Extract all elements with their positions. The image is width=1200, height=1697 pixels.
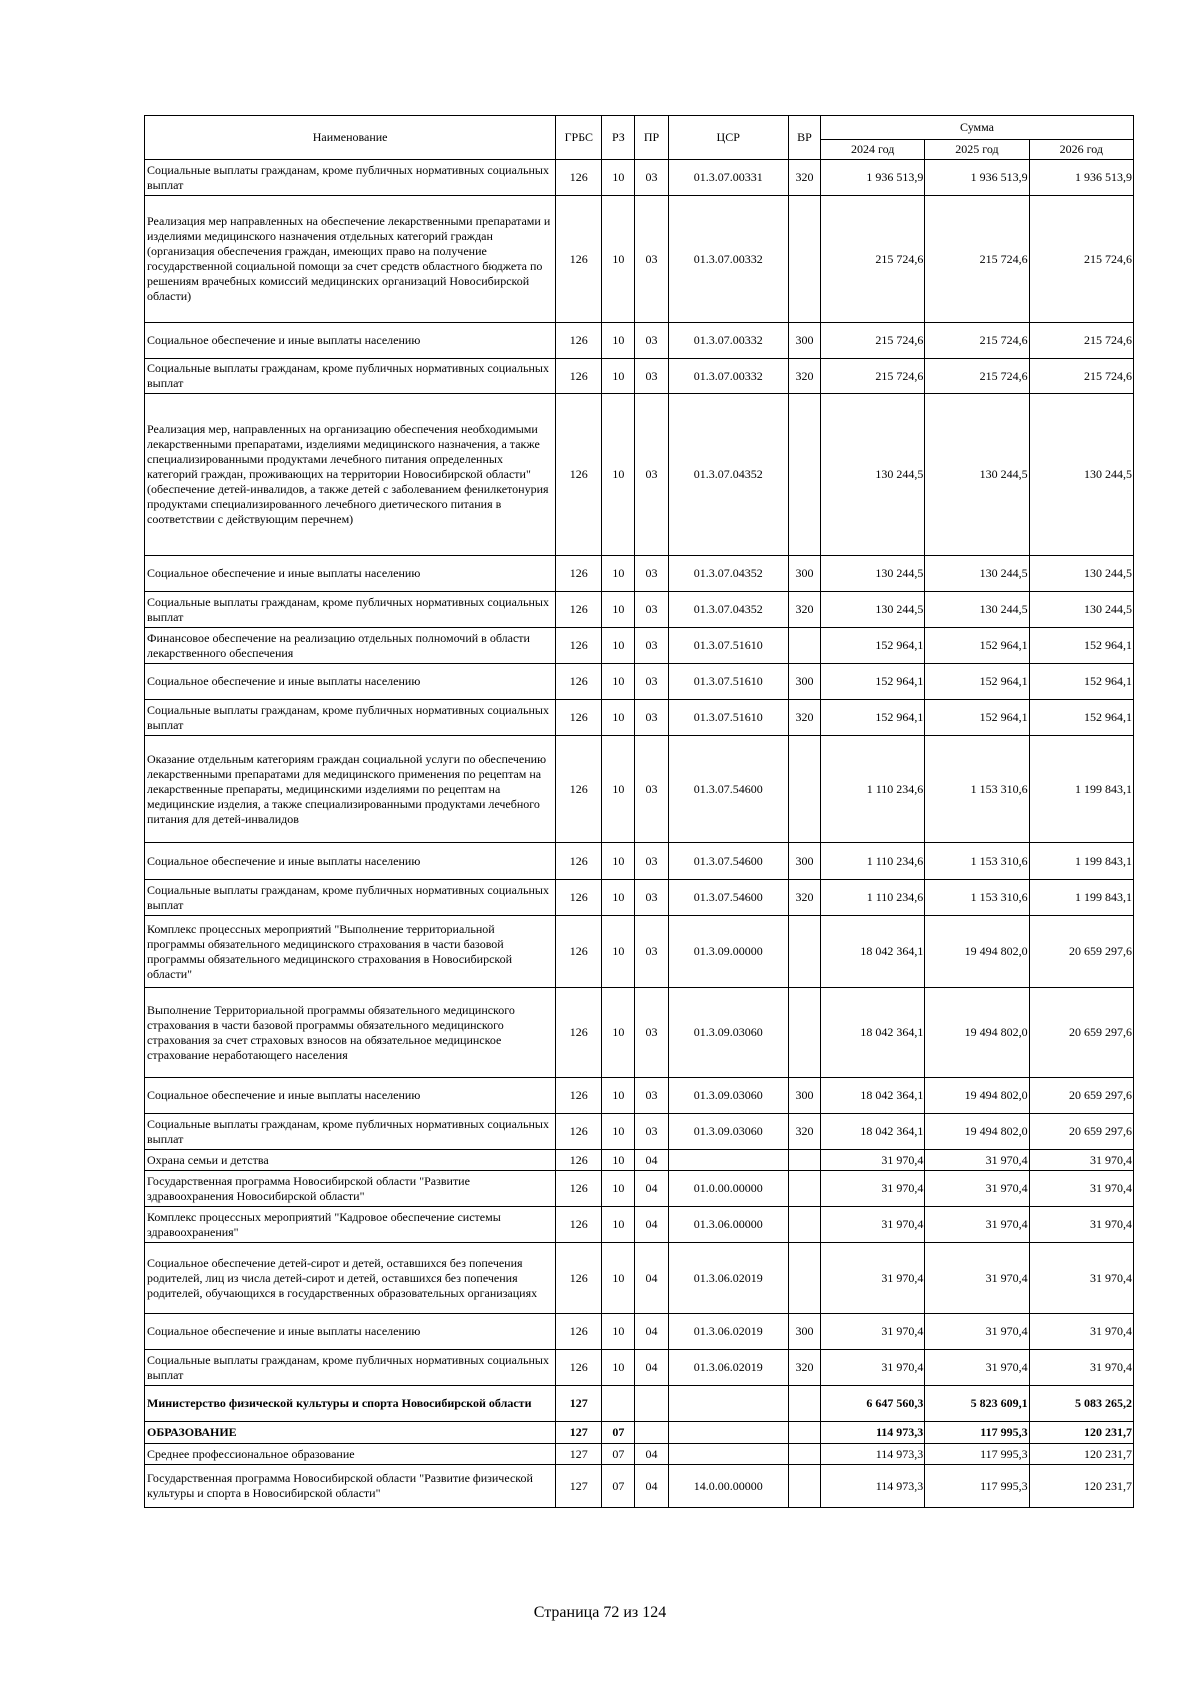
cell-rz: 10: [602, 1078, 635, 1114]
cell-name: Среднее профессиональное образование: [145, 1444, 556, 1465]
cell-vr: 300: [788, 323, 820, 359]
cell-2026: 31 970,4: [1029, 1150, 1133, 1171]
cell-rz: 10: [602, 1150, 635, 1171]
cell-name: Социальное обеспечение и иные выплаты населению: [145, 664, 556, 700]
cell-rz: 10: [602, 700, 635, 736]
cell-rz: 10: [602, 736, 635, 843]
cell-name: Государственная программа Новосибирской области "Развитие здравоохранения Новосибирской области": [145, 1171, 556, 1207]
cell-2025: 130 244,5: [925, 556, 1029, 592]
cell-2024: 1 936 513,9: [821, 160, 925, 196]
cell-2025: 117 995,3: [925, 1465, 1029, 1508]
cell-vr: [788, 1243, 820, 1314]
cell-name: Социальное обеспечение детей-сирот и детей, оставшихся без попечения родителей, лиц из числа детей-сирот и детей, оставшихся без попечения родителей, обучающихся в государственных образовательных организациях: [145, 1243, 556, 1314]
cell-2025: 152 964,1: [925, 700, 1029, 736]
cell-csr: 01.3.07.54600: [668, 880, 788, 916]
cell-2024: 130 244,5: [821, 592, 925, 628]
cell-2026: 31 970,4: [1029, 1314, 1133, 1350]
cell-vr: [788, 1465, 820, 1508]
cell-pr: 03: [635, 1114, 668, 1150]
cell-rz: 07: [602, 1465, 635, 1508]
cell-2025: 1 936 513,9: [925, 160, 1029, 196]
cell-2026: 1 199 843,1: [1029, 843, 1133, 880]
cell-csr: 01.3.07.54600: [668, 736, 788, 843]
cell-csr: 01.3.07.04352: [668, 592, 788, 628]
cell-2024: 31 970,4: [821, 1150, 925, 1171]
table-row: [145, 736, 1134, 843]
cell-name: Социальные выплаты гражданам, кроме публичных нормативных социальных выплат: [145, 1114, 556, 1150]
cell-csr: 01.3.06.02019: [668, 1350, 788, 1386]
cell-rz: 10: [602, 628, 635, 664]
cell-vr: [788, 1422, 820, 1444]
cell-2025: 19 494 802,0: [925, 916, 1029, 988]
cell-2024: 215 724,6: [821, 359, 925, 394]
cell-2024: 18 042 364,1: [821, 916, 925, 988]
cell-vr: 300: [788, 664, 820, 700]
table-row: [145, 592, 1134, 628]
table-row: [145, 843, 1134, 880]
table-row: [145, 1386, 1134, 1422]
cell-rz: 10: [602, 394, 635, 556]
cell-name: Выполнение Территориальной программы обязательного медицинского страхования в части базовой программы обязательного медицинского страхования за счет страховых взносов на обязательное медицинское страхование неработающего населения: [145, 988, 556, 1078]
cell-2025: 1 153 310,6: [925, 736, 1029, 843]
cell-vr: [788, 1386, 820, 1422]
cell-vr: 300: [788, 1078, 820, 1114]
cell-csr: 01.3.07.00332: [668, 323, 788, 359]
cell-grbs: 126: [556, 664, 602, 700]
table-row: [145, 556, 1134, 592]
cell-2025: 1 153 310,6: [925, 843, 1029, 880]
cell-pr: 03: [635, 394, 668, 556]
cell-grbs: 126: [556, 1078, 602, 1114]
cell-pr: 04: [635, 1314, 668, 1350]
cell-name: Социальное обеспечение и иные выплаты населению: [145, 1078, 556, 1114]
cell-2026: 152 964,1: [1029, 664, 1133, 700]
table-row: [145, 1114, 1134, 1150]
cell-pr: [635, 1422, 668, 1444]
cell-2024: 6 647 560,3: [821, 1386, 925, 1422]
cell-vr: [788, 196, 820, 323]
cell-rz: 10: [602, 1243, 635, 1314]
cell-csr: 01.3.07.51610: [668, 700, 788, 736]
cell-csr: 01.3.09.03060: [668, 1114, 788, 1150]
cell-grbs: 126: [556, 628, 602, 664]
cell-csr: 01.3.07.00332: [668, 359, 788, 394]
cell-pr: 03: [635, 736, 668, 843]
cell-2025: 117 995,3: [925, 1422, 1029, 1444]
cell-vr: 300: [788, 1314, 820, 1350]
cell-2024: 31 970,4: [821, 1314, 925, 1350]
table-row: [145, 916, 1134, 988]
table-row: [145, 1243, 1134, 1314]
cell-pr: 03: [635, 628, 668, 664]
cell-pr: 03: [635, 700, 668, 736]
cell-grbs: 126: [556, 916, 602, 988]
table-row: [145, 628, 1134, 664]
cell-2026: 120 231,7: [1029, 1465, 1133, 1508]
cell-vr: [788, 1150, 820, 1171]
cell-2026: 5 083 265,2: [1029, 1386, 1133, 1422]
cell-csr: 01.3.06.02019: [668, 1243, 788, 1314]
cell-rz: 10: [602, 556, 635, 592]
cell-csr: 01.3.09.00000: [668, 916, 788, 988]
cell-2026: 130 244,5: [1029, 394, 1133, 556]
cell-vr: [788, 628, 820, 664]
cell-2026: 31 970,4: [1029, 1350, 1133, 1386]
header-year-2024: 2024 год: [821, 140, 925, 160]
cell-grbs: 126: [556, 736, 602, 843]
cell-2024: 114 973,3: [821, 1422, 925, 1444]
cell-grbs: 126: [556, 1171, 602, 1207]
cell-2026: 20 659 297,6: [1029, 916, 1133, 988]
cell-vr: 300: [788, 556, 820, 592]
cell-2025: 31 970,4: [925, 1350, 1029, 1386]
header-vr: ВР: [788, 116, 820, 160]
cell-2025: 31 970,4: [925, 1314, 1029, 1350]
table-body: [145, 160, 1134, 1508]
table-row: [145, 160, 1134, 196]
cell-name: Социальные выплаты гражданам, кроме публичных нормативных социальных выплат: [145, 700, 556, 736]
table-row: [145, 988, 1134, 1078]
cell-grbs: 126: [556, 1314, 602, 1350]
cell-grbs: 127: [556, 1465, 602, 1508]
header-rz: РЗ: [602, 116, 635, 160]
cell-2024: 152 964,1: [821, 700, 925, 736]
cell-vr: 320: [788, 1114, 820, 1150]
cell-vr: 320: [788, 1350, 820, 1386]
cell-grbs: 126: [556, 196, 602, 323]
cell-2025: 215 724,6: [925, 359, 1029, 394]
cell-2024: 114 973,3: [821, 1444, 925, 1465]
cell-2024: 18 042 364,1: [821, 1114, 925, 1150]
cell-vr: 320: [788, 700, 820, 736]
cell-2024: 18 042 364,1: [821, 988, 925, 1078]
budget-table: [144, 115, 1134, 1508]
cell-grbs: 126: [556, 592, 602, 628]
cell-2024: 215 724,6: [821, 196, 925, 323]
cell-grbs: 126: [556, 556, 602, 592]
cell-2024: 31 970,4: [821, 1243, 925, 1314]
cell-rz: 10: [602, 160, 635, 196]
table-row: [145, 359, 1134, 394]
cell-name: Реализация мер направленных на обеспечение лекарственными препаратами и изделиями медицинского назначения отдельных категорий граждан (организация обеспечения граждан, имеющих право на получение государственной социальной помощи за счет средств областного бюджета по решениям врачебных комиссий медицинских организаций Новосибирской области): [145, 196, 556, 323]
cell-grbs: 126: [556, 843, 602, 880]
cell-2024: 130 244,5: [821, 556, 925, 592]
cell-grbs: 126: [556, 1243, 602, 1314]
cell-grbs: 126: [556, 700, 602, 736]
cell-grbs: 126: [556, 988, 602, 1078]
cell-2025: 152 964,1: [925, 664, 1029, 700]
cell-vr: [788, 916, 820, 988]
cell-vr: 320: [788, 880, 820, 916]
cell-2026: 120 231,7: [1029, 1422, 1133, 1444]
table-row: [145, 1422, 1134, 1444]
cell-pr: 03: [635, 592, 668, 628]
table-row: [145, 1207, 1134, 1243]
cell-2026: 20 659 297,6: [1029, 1114, 1133, 1150]
table-row: [145, 1444, 1134, 1465]
table-row: [145, 1171, 1134, 1207]
table-header: [145, 116, 1134, 160]
cell-grbs: 127: [556, 1444, 602, 1465]
cell-2026: 215 724,6: [1029, 359, 1133, 394]
cell-rz: 10: [602, 592, 635, 628]
cell-2025: 152 964,1: [925, 628, 1029, 664]
cell-2024: 18 042 364,1: [821, 1078, 925, 1114]
cell-name: Комплекс процессных мероприятий "Выполнение территориальной программы обязательного медицинского страхования в части базовой программы обязательного медицинского страхования в Новосибирской области": [145, 916, 556, 988]
table-row: [145, 880, 1134, 916]
cell-csr: 01.3.09.03060: [668, 988, 788, 1078]
cell-grbs: 126: [556, 160, 602, 196]
cell-csr: 01.3.06.02019: [668, 1314, 788, 1350]
table-row: [145, 1314, 1134, 1350]
cell-2026: 1 199 843,1: [1029, 880, 1133, 916]
cell-vr: 320: [788, 160, 820, 196]
cell-2025: 130 244,5: [925, 394, 1029, 556]
cell-rz: 10: [602, 916, 635, 988]
cell-2026: 215 724,6: [1029, 196, 1133, 323]
cell-csr: 01.3.07.00332: [668, 196, 788, 323]
cell-name: Социальное обеспечение и иные выплаты населению: [145, 1314, 556, 1350]
cell-rz: 10: [602, 1114, 635, 1150]
cell-2026: 20 659 297,6: [1029, 988, 1133, 1078]
cell-grbs: 127: [556, 1386, 602, 1422]
cell-name: Реализация мер, направленных на организацию обеспечения необходимыми лекарственными препаратами, изделиями медицинского назначения, а также специализированными продуктами лечебного питания определенных категорий граждан, проживающих на территории Новосибирской области" (обеспечение детей-инвалидов, а также детей с заболеванием фенилкетонурия продуктами специализированного лечебного диетического питания в соответствии с действующим перечнем): [145, 394, 556, 556]
cell-grbs: 127: [556, 1422, 602, 1444]
header-pr: ПР: [635, 116, 668, 160]
cell-2026: 120 231,7: [1029, 1444, 1133, 1465]
cell-vr: [788, 736, 820, 843]
cell-grbs: 126: [556, 1150, 602, 1171]
header-csr: ЦСР: [668, 116, 788, 160]
cell-name: Финансовое обеспечение на реализацию отдельных полномочий в области лекарственного обеспечения: [145, 628, 556, 664]
table-row: [145, 1078, 1134, 1114]
cell-2025: 215 724,6: [925, 196, 1029, 323]
cell-2026: 130 244,5: [1029, 592, 1133, 628]
cell-pr: 04: [635, 1350, 668, 1386]
cell-pr: 03: [635, 556, 668, 592]
cell-csr: 01.3.07.04352: [668, 394, 788, 556]
cell-vr: [788, 1207, 820, 1243]
header-name: Наименование: [145, 116, 556, 160]
cell-name: Оказание отдельным категориям граждан социальной услуги по обеспечению лекарственными препаратами для медицинского применения по рецептам на лекарственные препараты, медицинскими изделиями по рецептам на медицинские изделия, а также специализированными продуктами лечебного питания для детей-инвалидов: [145, 736, 556, 843]
cell-grbs: 126: [556, 1114, 602, 1150]
cell-rz: 10: [602, 1171, 635, 1207]
cell-2025: 19 494 802,0: [925, 988, 1029, 1078]
cell-rz: 10: [602, 1207, 635, 1243]
table-row: [145, 394, 1134, 556]
cell-rz: 10: [602, 664, 635, 700]
cell-vr: [788, 1171, 820, 1207]
cell-rz: 10: [602, 196, 635, 323]
cell-2024: 31 970,4: [821, 1207, 925, 1243]
cell-rz: 10: [602, 1350, 635, 1386]
cell-2024: 152 964,1: [821, 628, 925, 664]
cell-2024: 31 970,4: [821, 1350, 925, 1386]
cell-grbs: 126: [556, 880, 602, 916]
cell-name: Социальные выплаты гражданам, кроме публичных нормативных социальных выплат: [145, 160, 556, 196]
cell-name: Охрана семьи и детства: [145, 1150, 556, 1171]
table-row: [145, 1465, 1134, 1508]
cell-pr: 03: [635, 880, 668, 916]
cell-2025: 117 995,3: [925, 1444, 1029, 1465]
cell-name: Социальные выплаты гражданам, кроме публичных нормативных социальных выплат: [145, 359, 556, 394]
cell-csr: 01.3.07.54600: [668, 843, 788, 880]
cell-pr: 04: [635, 1465, 668, 1508]
cell-csr: [668, 1444, 788, 1465]
cell-name: Комплекс процессных мероприятий "Кадровое обеспечение системы здравоохранения": [145, 1207, 556, 1243]
cell-csr: 01.3.07.51610: [668, 664, 788, 700]
table-row: [145, 196, 1134, 323]
cell-csr: [668, 1422, 788, 1444]
cell-grbs: 126: [556, 1207, 602, 1243]
cell-2025: 5 823 609,1: [925, 1386, 1029, 1422]
table-row: [145, 1350, 1134, 1386]
cell-rz: 10: [602, 1314, 635, 1350]
page-number: Страница 72 из 124: [533, 1604, 667, 1621]
table-row: [145, 700, 1134, 736]
cell-pr: 03: [635, 664, 668, 700]
cell-name: Министерство физической культуры и спорта Новосибирской области: [145, 1386, 556, 1422]
cell-2025: 1 153 310,6: [925, 880, 1029, 916]
cell-pr: 04: [635, 1243, 668, 1314]
cell-csr: 14.0.00.00000: [668, 1465, 788, 1508]
cell-pr: 04: [635, 1444, 668, 1465]
cell-vr: 300: [788, 843, 820, 880]
cell-name: Государственная программа Новосибирской области "Развитие физической культуры и спорта в Новосибирской области": [145, 1465, 556, 1508]
cell-pr: 03: [635, 843, 668, 880]
table-row: [145, 664, 1134, 700]
cell-csr: [668, 1150, 788, 1171]
cell-2024: 1 110 234,6: [821, 880, 925, 916]
cell-2025: 31 970,4: [925, 1150, 1029, 1171]
cell-name: Социальное обеспечение и иные выплаты населению: [145, 843, 556, 880]
cell-rz: 10: [602, 359, 635, 394]
cell-2026: 1 199 843,1: [1029, 736, 1133, 843]
cell-grbs: 126: [556, 323, 602, 359]
cell-name: Социальные выплаты гражданам, кроме публичных нормативных социальных выплат: [145, 880, 556, 916]
table-row: [145, 1150, 1134, 1171]
cell-vr: 320: [788, 359, 820, 394]
cell-2026: 152 964,1: [1029, 700, 1133, 736]
cell-2026: 31 970,4: [1029, 1207, 1133, 1243]
cell-csr: [668, 1386, 788, 1422]
cell-name: Социальные выплаты гражданам, кроме публичных нормативных социальных выплат: [145, 1350, 556, 1386]
cell-vr: [788, 394, 820, 556]
cell-rz: [602, 1386, 635, 1422]
cell-2025: 31 970,4: [925, 1243, 1029, 1314]
cell-rz: 07: [602, 1444, 635, 1465]
header-grbs: ГРБС: [556, 116, 602, 160]
cell-csr: 01.3.09.03060: [668, 1078, 788, 1114]
cell-2024: 31 970,4: [821, 1171, 925, 1207]
cell-pr: 03: [635, 1078, 668, 1114]
cell-2025: 31 970,4: [925, 1207, 1029, 1243]
cell-name: Социальные выплаты гражданам, кроме публичных нормативных социальных выплат: [145, 592, 556, 628]
cell-2025: 19 494 802,0: [925, 1114, 1029, 1150]
cell-2024: 1 110 234,6: [821, 736, 925, 843]
cell-pr: 03: [635, 988, 668, 1078]
cell-2025: 215 724,6: [925, 323, 1029, 359]
header-sum: Сумма: [821, 116, 1134, 140]
cell-pr: 03: [635, 916, 668, 988]
cell-2025: 31 970,4: [925, 1171, 1029, 1207]
cell-csr: 01.3.06.00000: [668, 1207, 788, 1243]
cell-pr: 04: [635, 1171, 668, 1207]
cell-rz: 10: [602, 323, 635, 359]
cell-2026: 152 964,1: [1029, 628, 1133, 664]
cell-pr: 04: [635, 1150, 668, 1171]
cell-grbs: 126: [556, 359, 602, 394]
table-row: [145, 323, 1134, 359]
cell-name: ОБРАЗОВАНИЕ: [145, 1422, 556, 1444]
cell-name: Социальное обеспечение и иные выплаты населению: [145, 323, 556, 359]
cell-csr: 01.3.07.00331: [668, 160, 788, 196]
cell-pr: 03: [635, 160, 668, 196]
cell-vr: [788, 988, 820, 1078]
cell-2026: 20 659 297,6: [1029, 1078, 1133, 1114]
cell-2025: 19 494 802,0: [925, 1078, 1029, 1114]
cell-2025: 130 244,5: [925, 592, 1029, 628]
cell-rz: 07: [602, 1422, 635, 1444]
cell-csr: 01.3.07.04352: [668, 556, 788, 592]
cell-pr: 04: [635, 1207, 668, 1243]
cell-pr: 03: [635, 359, 668, 394]
cell-csr: 01.3.07.51610: [668, 628, 788, 664]
cell-rz: 10: [602, 880, 635, 916]
cell-name: Социальное обеспечение и иные выплаты населению: [145, 556, 556, 592]
cell-2024: 114 973,3: [821, 1465, 925, 1508]
cell-2024: 215 724,6: [821, 323, 925, 359]
cell-2026: 215 724,6: [1029, 323, 1133, 359]
cell-vr: 320: [788, 592, 820, 628]
header-year-2026: 2026 год: [1029, 140, 1133, 160]
cell-vr: [788, 1444, 820, 1465]
cell-2026: 31 970,4: [1029, 1171, 1133, 1207]
cell-pr: 03: [635, 196, 668, 323]
cell-2026: 1 936 513,9: [1029, 160, 1133, 196]
cell-2024: 152 964,1: [821, 664, 925, 700]
cell-grbs: 126: [556, 394, 602, 556]
cell-rz: 10: [602, 843, 635, 880]
cell-2024: 1 110 234,6: [821, 843, 925, 880]
cell-pr: [635, 1386, 668, 1422]
cell-2026: 31 970,4: [1029, 1243, 1133, 1314]
cell-rz: 10: [602, 988, 635, 1078]
cell-pr: 03: [635, 323, 668, 359]
cell-csr: 01.0.00.00000: [668, 1171, 788, 1207]
cell-2026: 130 244,5: [1029, 556, 1133, 592]
cell-grbs: 126: [556, 1350, 602, 1386]
header-year-2025: 2025 год: [925, 140, 1029, 160]
cell-2024: 130 244,5: [821, 394, 925, 556]
